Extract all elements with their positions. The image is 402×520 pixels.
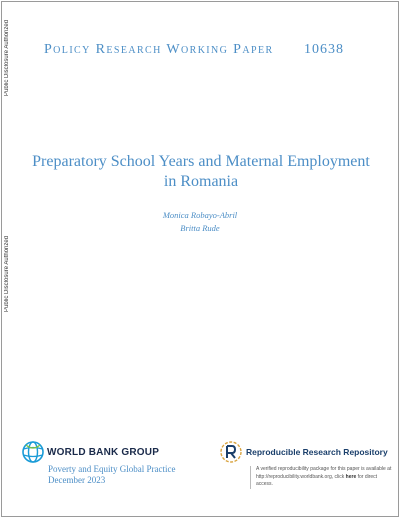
repository-name: Reproducible Research Repository: [246, 447, 388, 457]
series-header: [44, 42, 344, 58]
publication-date: December 2023: [48, 475, 106, 485]
paper-title-line-1: Preparatory School Years and Maternal Employment: [32, 153, 370, 170]
author-name: Monica Robayo-Abril: [162, 210, 238, 220]
author-list: [100, 209, 300, 235]
repository-note-text-end: for direct access.: [256, 473, 378, 487]
reproducible-research-block: [220, 441, 395, 489]
global-practice: Poverty and Equity Global Practice: [48, 464, 176, 474]
reproducible-research-logo-icon: [220, 441, 242, 463]
public-disclosure-label-bottom: Public Disclosure Authorized: [4, 235, 10, 313]
page-frame: [1, 1, 399, 517]
repository-note-text: A verified reproducibility package for this paper is available at http://reproducibility.worldbank.org, click: [256, 466, 392, 480]
world-bank-group-name: WORLD BANK GROUP: [47, 446, 160, 458]
repository-here-link[interactable]: here: [345, 473, 357, 480]
public-disclosure-label-top: Public Disclosure Authorized: [4, 19, 10, 97]
paper-number: 10638: [304, 42, 344, 57]
series-title: Policy Research Working Paper: [44, 42, 274, 57]
paper-title: [20, 152, 382, 192]
repository-note: [250, 466, 392, 489]
paper-title-line-2: in Romania: [163, 173, 239, 190]
author-name: Britta Rude: [180, 223, 220, 233]
world-bank-block: [22, 441, 222, 486]
world-bank-globe-icon: [22, 441, 44, 463]
